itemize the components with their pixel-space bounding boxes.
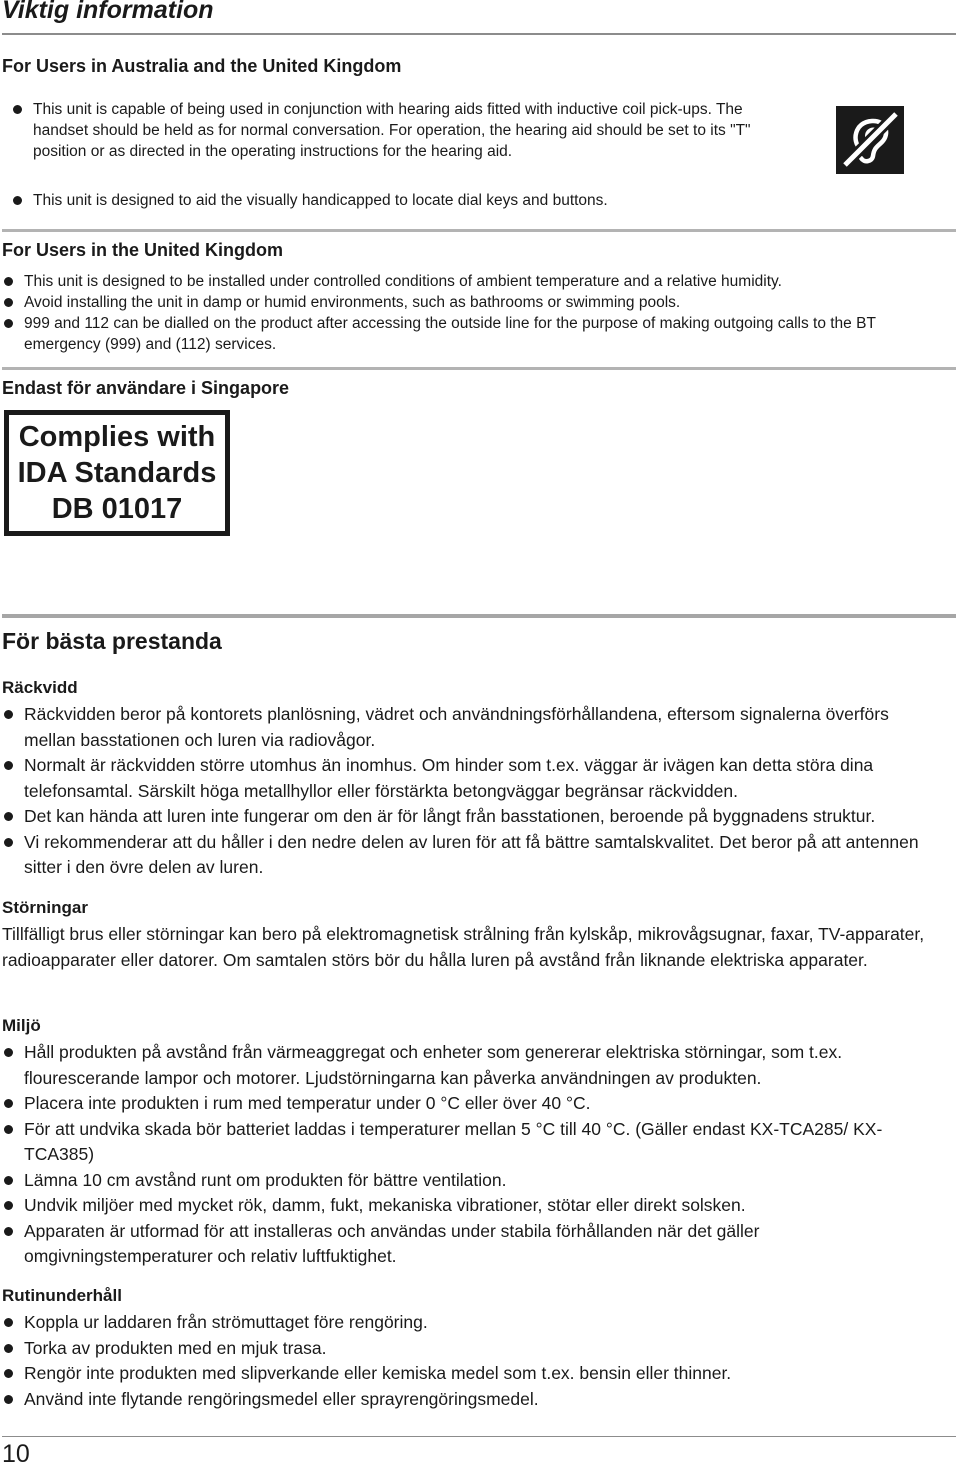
- list-item: This unit is capable of being used in conjunction with hearing aids fitted with inductive coil pick-ups. The handset should be held as for normal conversation. For operation, the hearing aid should be set to its "T" position or as directed in the operating instructions for the hearing aid.: [2, 99, 782, 162]
- list-item: Lämna 10 cm avstånd runt om produkten för bättre ventilation.: [2, 1168, 932, 1194]
- maintenance-heading: Rutinunderhåll: [2, 1286, 122, 1305]
- range-list: [2, 702, 937, 881]
- section-rule: [2, 367, 956, 370]
- list-item: Koppla ur laddaren från strömuttaget före rengöring.: [2, 1310, 932, 1336]
- list-item: This unit is designed to be installed under controlled conditions of ambient temperature and a relative humidity.: [2, 271, 932, 292]
- interference-text: Tillfälligt brus eller störningar kan bero på elektromagnetisk strålning från kylskåp, mikrovågsugnar, faxar, TV-apparater, radioapparater eller datorer. Om samtalen störs bör du hålla luren på avstånd från liknande elektriska apparater.: [2, 924, 925, 970]
- range-heading: Räckvidd: [2, 678, 78, 697]
- footer-rule: [2, 1436, 956, 1437]
- au-uk-list-1: [2, 99, 782, 162]
- au-uk-heading: For Users in Australia and the United Kingdom: [2, 56, 402, 76]
- list-item: This unit is designed to aid the visually handicapped to locate dial keys and buttons.: [2, 190, 782, 211]
- uk-list: [2, 271, 932, 355]
- au-uk-list-2: [2, 190, 782, 211]
- list-item: Rengör inte produkten med slipverkande eller kemiska medel som t.ex. bensin eller thinner.: [2, 1361, 932, 1387]
- list-item: Räckvidden beror på kontorets planlösning, vädret och användningsförhållandena, eftersom signalerna överförs mellan basstationen och luren via radiovågor.: [2, 702, 937, 753]
- hearing-aid-compatible-icon: [836, 106, 904, 174]
- title-rule: [2, 33, 956, 35]
- list-item: Normalt är räckvidden större utomhus än inomhus. Om hinder som t.ex. väggar är ivägen kan detta störa dina telefonsamtal. Särskilt höga metallhyllor eller förstärkta betongväggar begränsar räckvidden.: [2, 753, 937, 804]
- environment-heading: Miljö: [2, 1016, 41, 1035]
- ida-line-2: IDA Standards: [17, 457, 217, 489]
- list-item: Avoid installing the unit in damp or humid environments, such as bathrooms or swimming pools.: [2, 292, 932, 313]
- performance-title: För bästa prestanda: [2, 628, 222, 654]
- list-item: Undvik miljöer med mycket rök, damm, fukt, mekaniska vibrationer, stötar eller direkt solsken.: [2, 1193, 932, 1219]
- section-rule: [2, 614, 956, 618]
- list-item: Använd inte flytande rengöringsmedel eller sprayrengöringsmedel.: [2, 1387, 932, 1413]
- environment-list: [2, 1040, 932, 1270]
- list-item: Apparaten är utformad för att installeras och användas under stabila förhållanden när det gäller omgivningstemperaturer och relativ luftfuktighet.: [2, 1219, 932, 1270]
- list-item: 999 and 112 can be dialled on the product after accessing the outside line for the purpose of making outgoing calls to the BT emergency (999) and (112) services.: [2, 313, 932, 355]
- ida-compliance-label: [4, 410, 230, 536]
- list-item: Placera inte produkten i rum med temperatur under 0 °C eller över 40 °C.: [2, 1091, 932, 1117]
- interference-heading: Störningar: [2, 898, 88, 917]
- ida-line-3: DB 01017: [51, 493, 183, 525]
- singapore-heading: Endast för användare i Singapore: [2, 378, 290, 398]
- page-number: 10: [2, 1440, 30, 1468]
- maintenance-list: [2, 1310, 932, 1412]
- section-rule: [2, 229, 956, 232]
- list-item: För att undvika skada bör batteriet laddas i temperaturer mellan 5 °C till 40 °C. (Gäller endast KX-TCA285/ KX-TCA385): [2, 1117, 932, 1168]
- list-item: Håll produkten på avstånd från värmeaggregat och enheter som genererar elektriska störningar, som t.ex. flourescerande lampor och motorer. Ljudstörningarna kan påverka användningen av produkten.: [2, 1040, 932, 1091]
- ida-line-1: Complies with: [18, 421, 216, 453]
- list-item: Vi rekommenderar att du håller i den nedre delen av luren för att få bättre samtalskvalitet. Det beror på att antennen sitter i den övre delen av luren.: [2, 830, 937, 881]
- list-item: Det kan hända att luren inte fungerar om den är för långt från basstationen, beroende på byggnadens struktur.: [2, 804, 937, 830]
- page-title: Viktig information: [2, 0, 214, 24]
- list-item: Torka av produkten med en mjuk trasa.: [2, 1336, 932, 1362]
- uk-heading: For Users in the United Kingdom: [2, 240, 284, 260]
